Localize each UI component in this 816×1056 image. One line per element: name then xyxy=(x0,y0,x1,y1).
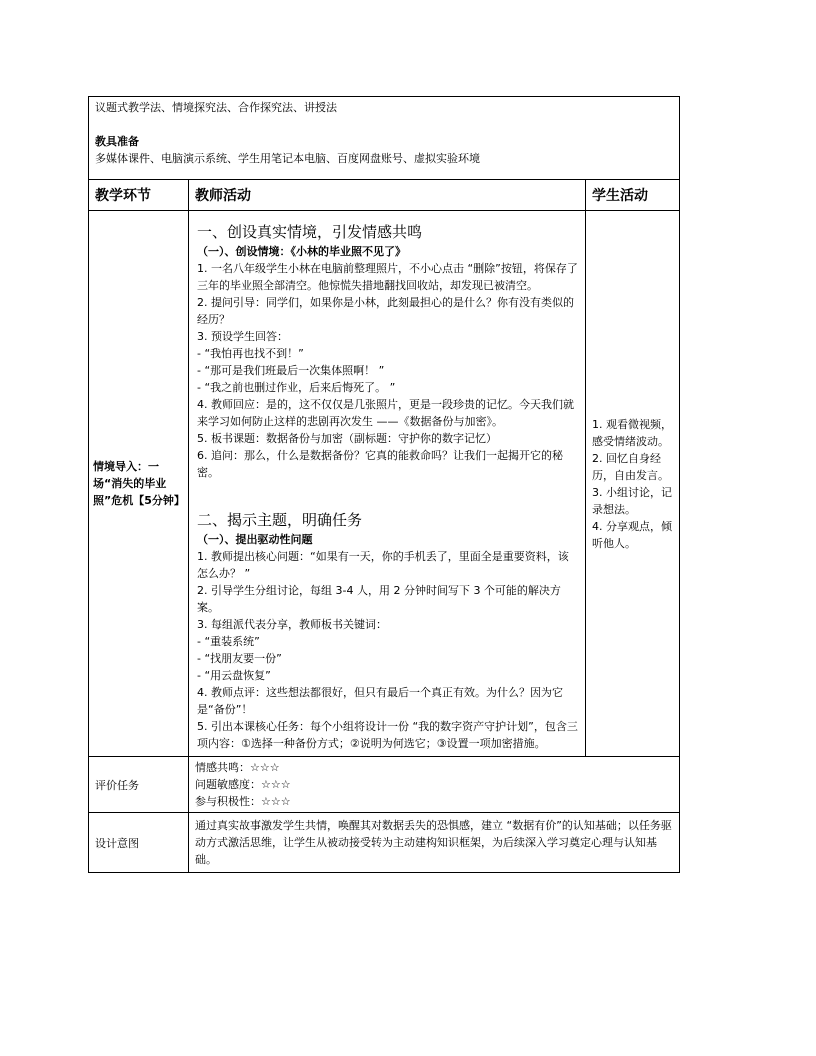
section2-line: 2. 引导学生分组讨论，每组 3-4 人，用 2 分钟时间写下 3 个可能的解决方案。 xyxy=(197,584,561,614)
section1-line: 6. 追问：那么，什么是数据备份？它真的能救命吗？让我们一起揭开它的秘密。 xyxy=(197,449,563,479)
student-line: 1. 观看微视频，感受情绪波动。 xyxy=(591,417,672,448)
methods-row xyxy=(89,97,680,180)
evaluation-item: 情感共鸣：☆☆☆ xyxy=(195,761,280,774)
section1-title: 一、创设真实情境，引发情感共鸣 xyxy=(197,223,423,241)
section1-line: 1. 一名八年级学生小林在电脑前整理照片，不小心点击 “删除”按钮，将保存了三年的毕业照全部清空。他惊慌失措地翻找回收站，却发现已被清空。 xyxy=(197,262,578,292)
section2-subtitle: （一）、提出驱动性问题 xyxy=(197,533,313,546)
evaluation-row xyxy=(89,757,680,813)
intro-row xyxy=(89,211,680,757)
evaluation-item: 参与积极性：☆☆☆ xyxy=(195,795,291,808)
section1-line: - “那可是我们班最后一次集体照啊！ ” xyxy=(197,364,385,377)
teacher-activity xyxy=(189,211,586,757)
stage-label: 情境导入：一场“消失的毕业照”危机【5分钟】 xyxy=(89,211,189,757)
section2-line: 4. 教师点评：这些想法都很好，但只有最后一个真正有效。为什么？因为它是“备份”！ xyxy=(197,686,563,716)
section1-line: 5. 板书课题：数据备份与加密（副标题：守护你的数字记忆） xyxy=(197,432,497,445)
evaluation-item: 问题敏感度：☆☆☆ xyxy=(195,778,291,791)
design-row xyxy=(89,813,680,873)
header-stage: 教学环节 xyxy=(89,180,189,211)
teaching-methods: 议题式教学法、情境探究法、合作探究法、讲授法 xyxy=(95,101,337,114)
section1-line: 3. 预设学生回答： xyxy=(197,330,288,343)
section2-line: 1. 教师提出核心问题：“如果有一天，你的手机丢了，里面全是重要资料，该怎么办？ ” xyxy=(197,550,569,580)
tools-list: 多媒体课件、电脑演示系统、学生用笔记本电脑、百度网盘账号、虚拟实验环境 xyxy=(95,152,480,165)
section2-line: - “重装系统” xyxy=(197,635,260,648)
section2-line: 5. 引出本课核心任务：每个小组将设计一份 “我的数字资产守护计划”，包含三项内容：①选择一种备份方式；②说明为何选它；③设置一项加密措施。 xyxy=(197,720,578,750)
header-teacher: 教师活动 xyxy=(189,180,586,211)
header-student: 学生活动 xyxy=(585,180,679,211)
evaluation-label: 评价任务 xyxy=(89,757,189,813)
lesson-plan-table xyxy=(88,96,680,873)
lesson-plan-page xyxy=(88,96,680,873)
section2-line: - “用云盘恢复” xyxy=(197,669,271,682)
student-line: 2. 回忆自身经历，自由发言。 xyxy=(591,451,669,482)
section2-line: - “找朋友要一份” xyxy=(197,652,282,665)
student-activity xyxy=(585,211,679,757)
design-label: 设计意图 xyxy=(89,813,189,873)
section1-subtitle: （一）、创设情境：《小林的毕业照不见了》 xyxy=(197,245,406,258)
design-text: 通过真实故事激发学生共情，唤醒其对数据丢失的恐惧感，建立 “数据有价”的认知基础；以任务驱动方式激活思维，让学生从被动接受转为主动建构知识框架，为后续深入学习奠定心理与认知基础。 xyxy=(189,813,680,873)
section1-line: - “我怕再也找不到！” xyxy=(197,347,304,360)
section1-line: - “我之前也删过作业，后来后悔死了。 ” xyxy=(197,381,396,394)
methods-cell xyxy=(89,97,680,180)
tools-title: 教具准备 xyxy=(95,135,139,148)
section1-line: 4. 教师回应：是的，这不仅仅是几张照片，更是一段珍贵的记忆。今天我们就来学习如何防止这样的悲剧再次发生 ——《数据备份与加密》。 xyxy=(197,398,574,428)
header-row xyxy=(89,180,680,211)
student-line: 3. 小组讨论，记录想法。 xyxy=(591,485,672,516)
section1-line: 2. 提问引导：同学们，如果你是小林，此刻最担心的是什么？你有没有类似的经历？ xyxy=(197,296,574,326)
section2-line: 3. 每组派代表分享，教师板书关键词： xyxy=(197,618,387,631)
student-line: 4. 分享观点，倾听他人。 xyxy=(591,519,672,550)
evaluation-items xyxy=(189,757,680,813)
section2-title: 二、揭示主题，明确任务 xyxy=(197,511,363,529)
